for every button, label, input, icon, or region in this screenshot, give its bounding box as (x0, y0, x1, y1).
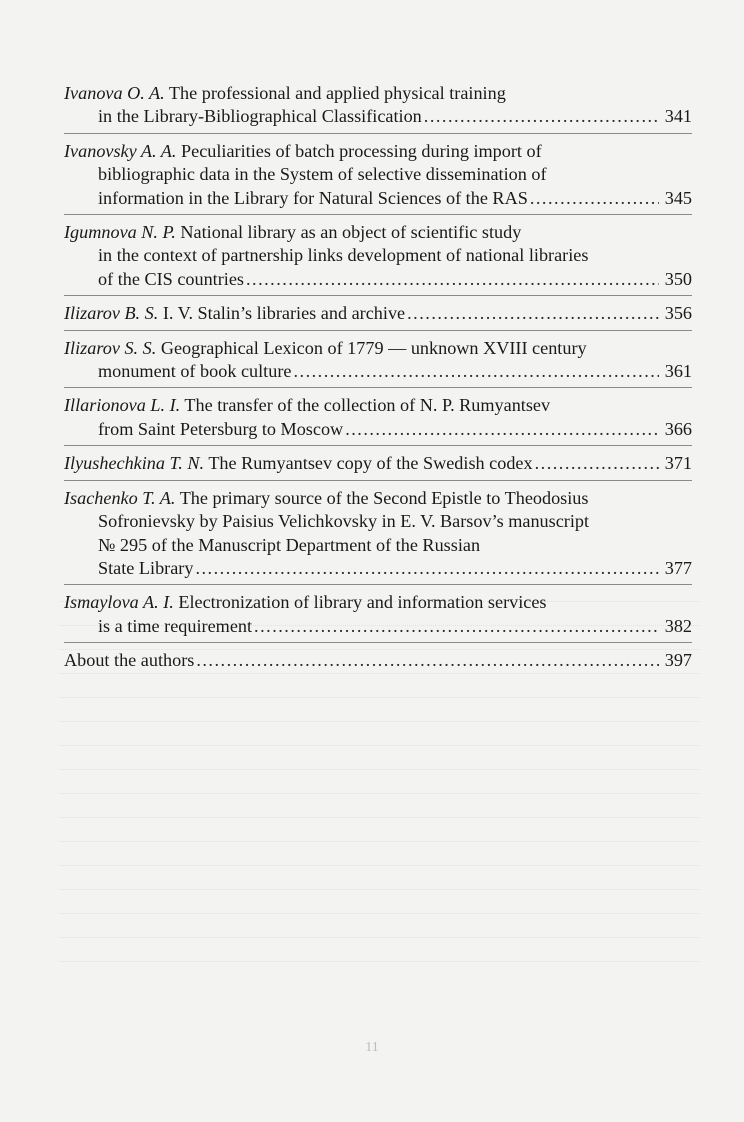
toc-entry-author: Ilizarov B. S. (64, 303, 159, 324)
toc-entry (64, 452, 692, 480)
toc-entry-title: Geographical Lexicon of 1779 — unknown XVIII century (160, 337, 587, 358)
toc-entry-title: I. V. Stalin’s libraries and archive (162, 303, 406, 324)
dot-leader (246, 268, 659, 291)
toc-entry-line (64, 221, 692, 244)
toc-entry-title: bibliographic data in the System of selective dissemination of (98, 164, 547, 185)
toc-entry-title: monument of book culture (98, 361, 292, 382)
toc-entry-line (64, 82, 692, 105)
toc-entry-author: Ivanova O. A. (64, 83, 165, 103)
toc-entry-text (98, 557, 193, 580)
toc-entry-title: About the authors (64, 650, 195, 671)
dot-leader (424, 105, 659, 128)
toc-entry-text (98, 268, 244, 291)
toc-entry-title: The professional and applied physical training (168, 83, 506, 103)
toc-entry-author: Ivanovsky A. A. (64, 140, 177, 161)
toc-entry-final-line (64, 418, 692, 441)
toc-entry-author: Illarionova L. I. (64, 395, 181, 416)
toc-page-number: 382 (664, 615, 692, 636)
toc-entry-line (64, 534, 692, 557)
toc-entry-text (98, 105, 422, 128)
toc-entry-text (98, 615, 252, 638)
toc-entry-title: The primary source of the Second Epistle to Theodosius (179, 487, 589, 508)
toc-entry-title: The transfer of the collection of N. P. Rumyantsev (184, 395, 551, 416)
toc-entry-title: from Saint Petersburg to Moscow (98, 418, 344, 439)
toc-entry-title: Sofronievsky by Paisius Velichkovsky in E. V. Barsov’s manuscript (98, 511, 590, 532)
dot-leader (530, 187, 659, 210)
toc-page-number: 371 (664, 453, 692, 474)
toc-entry-text (64, 452, 533, 475)
toc-entry-final-line (64, 615, 692, 638)
toc-entry-author: Isachenko T. A. (64, 487, 176, 508)
toc-entry-author: Ilizarov S. S. (64, 337, 157, 358)
toc-entry (64, 221, 692, 296)
toc-entry-author: Ismaylova A. I. (64, 592, 174, 613)
toc-entry (64, 82, 692, 134)
toc-entry-title: Peculiarities of batch processing during import of (181, 140, 542, 161)
dot-leader (345, 418, 659, 441)
dot-leader (254, 615, 659, 638)
dot-leader (407, 302, 659, 325)
toc-entry-line (64, 591, 692, 614)
toc-entry-text (98, 360, 291, 383)
dot-leader (293, 360, 659, 383)
toc-page-number: 361 (664, 361, 692, 382)
toc-page-number: 341 (664, 106, 692, 127)
toc-page-number: 350 (664, 268, 692, 289)
toc-entry-line (64, 244, 692, 267)
toc-entry-line (64, 163, 692, 186)
toc-page-number: 397 (664, 650, 692, 671)
toc-entry-line (64, 394, 692, 417)
toc-entry-final-line (64, 268, 692, 291)
toc-entry-text (64, 649, 194, 672)
toc-entry-text (98, 187, 528, 210)
toc-entry-title: № 295 of the Manuscript Department of the Russian (98, 534, 481, 555)
toc-entry-final-line (64, 105, 692, 128)
toc-entry-title: National library as an object of scientific study (180, 222, 522, 243)
toc-entry-about-authors (64, 649, 692, 676)
toc-entry-title: Electronization of library and information services (178, 592, 547, 613)
toc-entry-title: in the Library-Bibliographical Classification (98, 106, 422, 127)
toc-entry-line (64, 510, 692, 533)
toc-entry-text (98, 418, 343, 441)
toc-entry-final-line (64, 302, 692, 325)
toc-entry-text (64, 302, 405, 325)
toc-entry-title: of the CIS countries (98, 268, 244, 289)
toc-entry-line (64, 337, 692, 360)
toc-page-number: 345 (664, 187, 692, 208)
toc-entry (64, 337, 692, 389)
toc-entry-final-line (64, 557, 692, 580)
toc-entry-line (64, 487, 692, 510)
toc-page-number: 366 (664, 418, 692, 439)
toc-entry (64, 140, 692, 215)
toc-entry (64, 302, 692, 330)
toc-entry-final-line (64, 360, 692, 383)
toc-entry-author: Igumnova N. P. (64, 222, 176, 243)
toc-page-number: 356 (664, 303, 692, 324)
toc-entry-author: Ilyushechkina T. N. (64, 453, 205, 474)
dot-leader (195, 557, 659, 580)
toc-entry-line (64, 140, 692, 163)
toc-entry-title: information in the Library for Natural Sciences of the RAS (98, 187, 528, 208)
table-of-contents (64, 82, 692, 683)
dot-leader (535, 452, 659, 475)
toc-entry-final-line (64, 649, 692, 672)
dot-leader (196, 649, 659, 672)
toc-entry-title: State Library (98, 557, 194, 578)
toc-entry-title: is a time requirement (98, 615, 253, 636)
toc-entry (64, 394, 692, 446)
toc-entry-final-line (64, 452, 692, 475)
toc-entry-title: in the context of partnership links development of national libraries (98, 245, 589, 266)
toc-entry (64, 487, 692, 586)
toc-page-number: 377 (664, 557, 692, 578)
toc-entry-final-line (64, 187, 692, 210)
toc-entry-title: The Rumyantsev copy of the Swedish codex (208, 453, 533, 474)
toc-entry (64, 591, 692, 643)
page-number: 11 (365, 1040, 379, 1055)
